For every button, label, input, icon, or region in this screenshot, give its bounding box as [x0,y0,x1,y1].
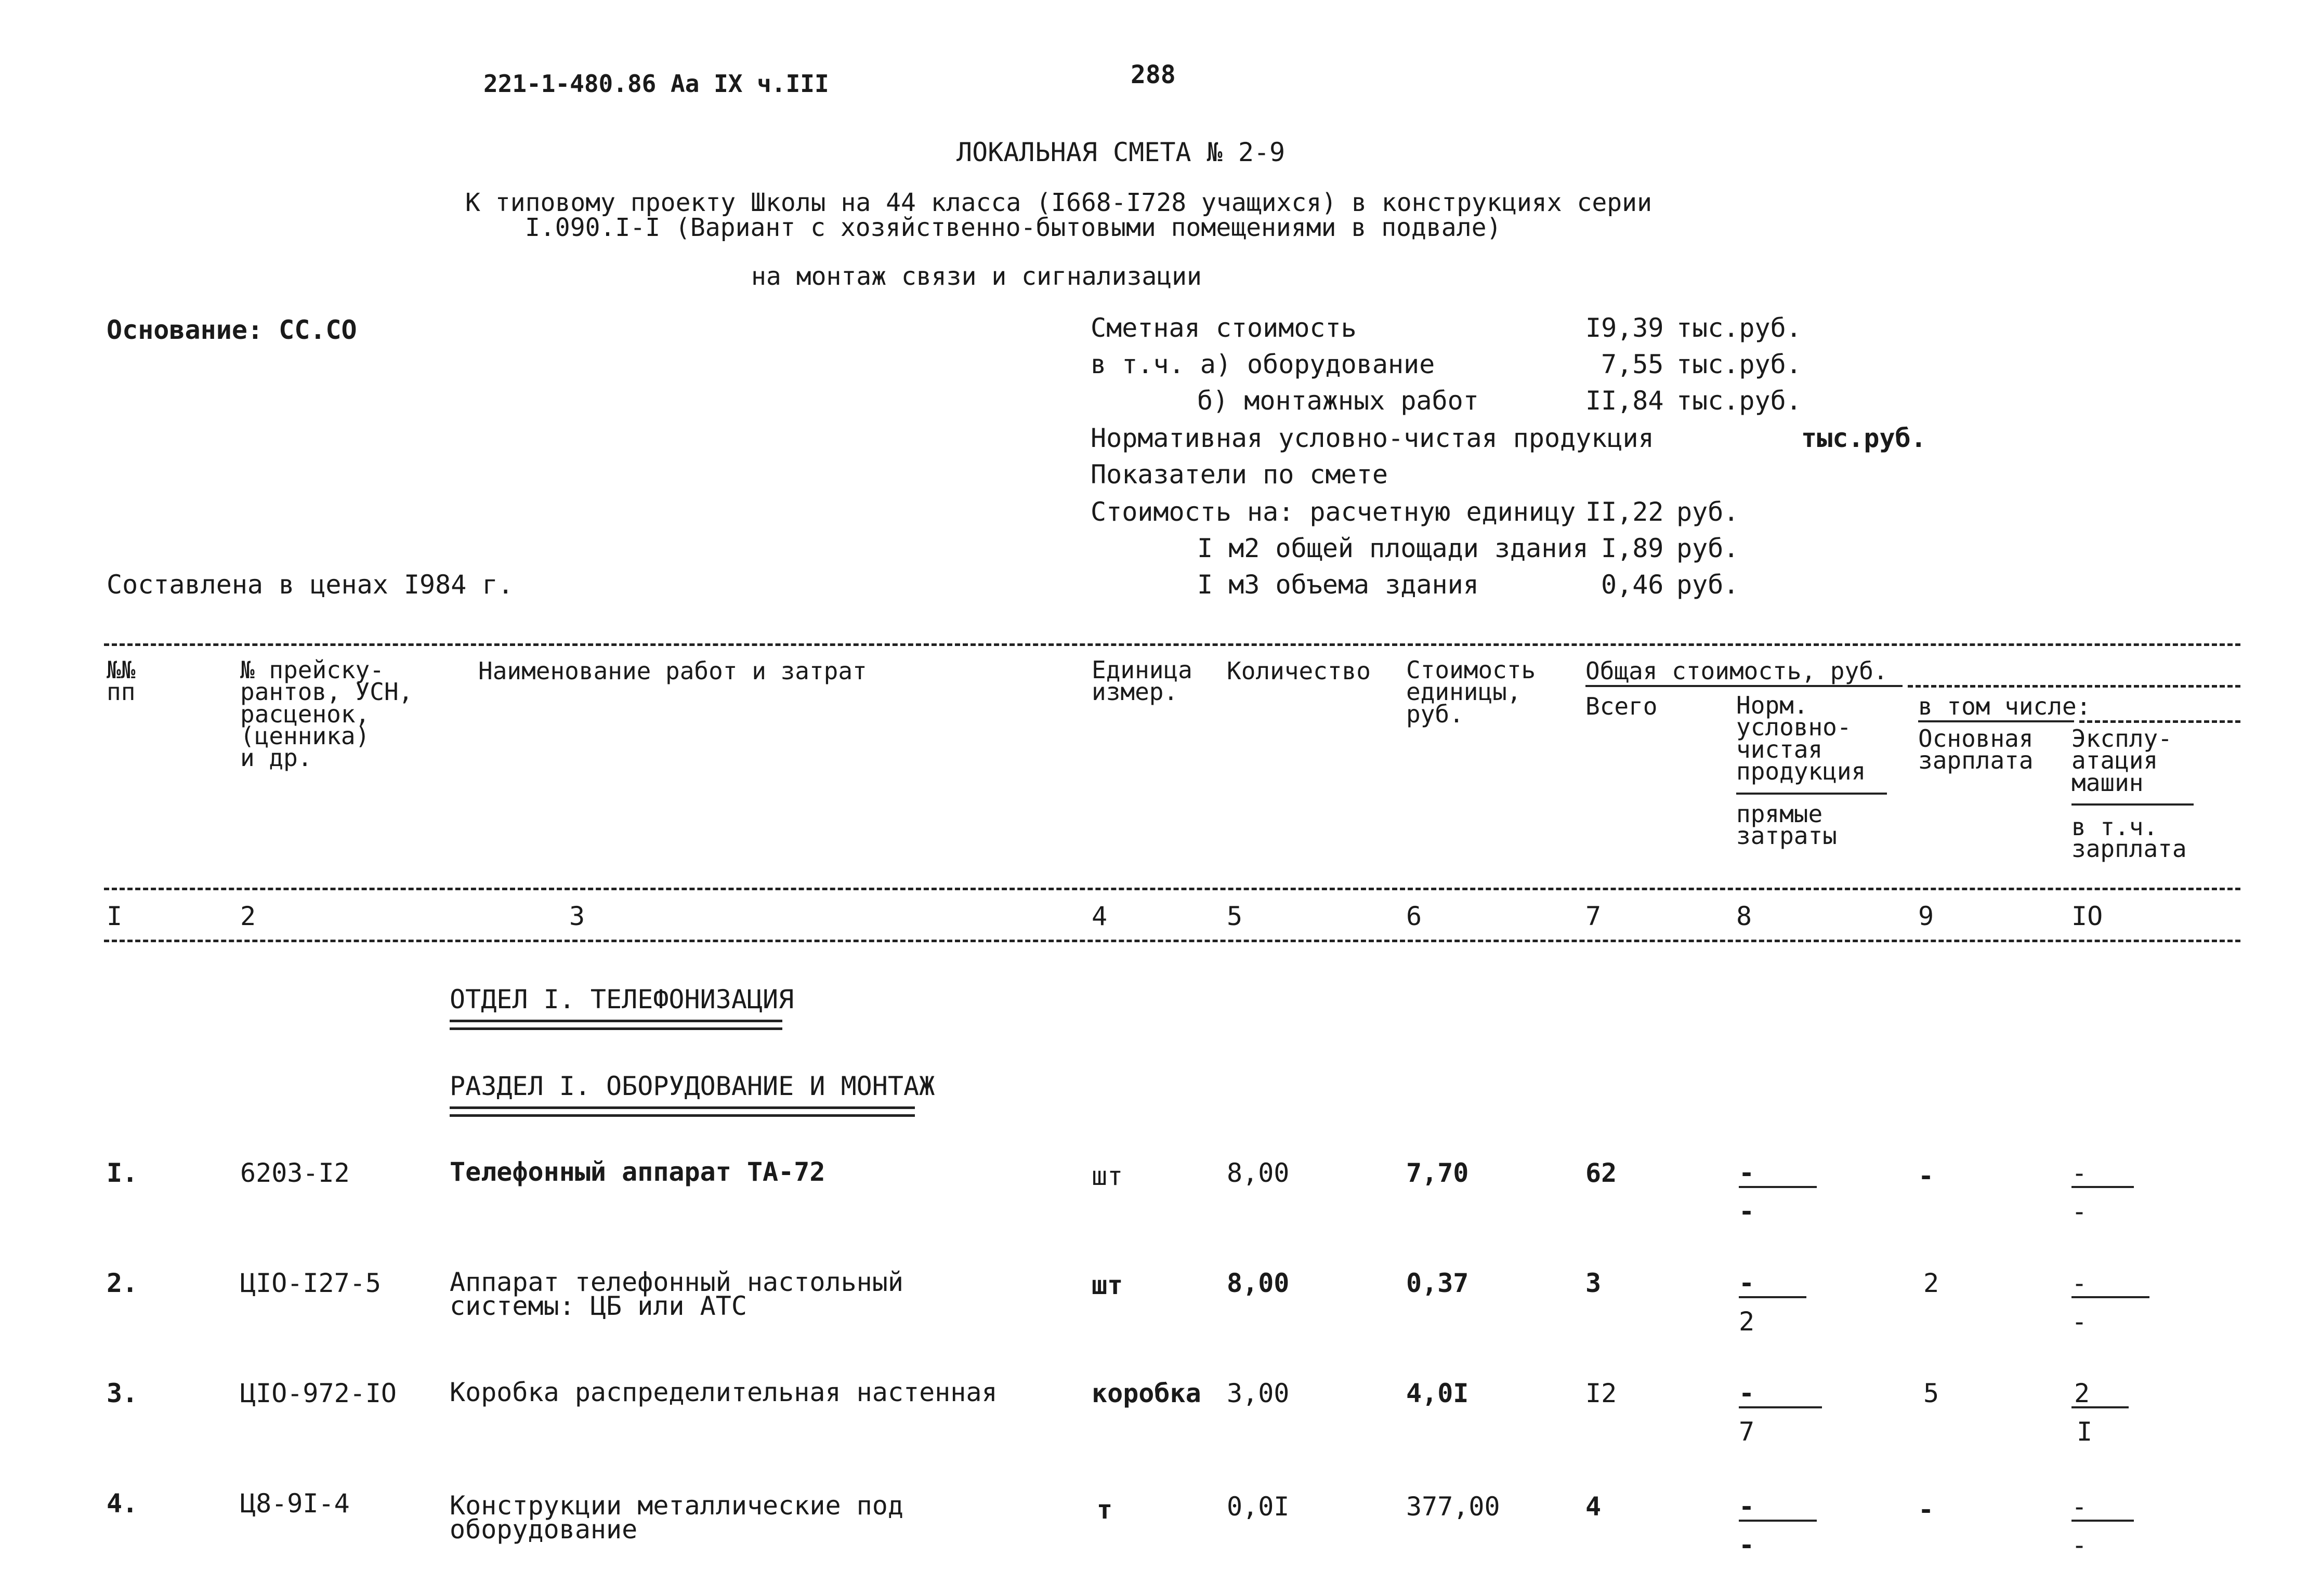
row-total: 4 [1585,1492,1602,1522]
row-total: 62 [1585,1158,1617,1188]
row-norm-value: - [1739,1158,1755,1188]
row-machines: - [2071,1158,2088,1188]
row-machines: - [2071,1268,2088,1298]
cost-per-unit-currency: руб. [1676,497,1739,527]
row-direct-cost: - [1739,1530,1755,1560]
row-machines-salary: - [2071,1307,2088,1337]
row-machines-salary: - [2071,1196,2088,1226]
column-number: 5 [1227,901,1243,931]
col-number-header: №№ пп [107,656,136,706]
column-number: 2 [240,901,256,931]
row-norm-fraction-line [1739,1296,1806,1298]
total-cost-dash [1908,685,2240,688]
row-total: 3 [1585,1268,1602,1298]
row-quantity: 8,00 [1227,1158,1290,1188]
row-machines-salary: I [2077,1417,2093,1447]
column-number: 6 [1406,901,1422,931]
row-norm-fraction-line [1739,1186,1817,1188]
numbers-bottom-rule [104,940,2240,942]
header-top-rule [104,643,2240,646]
column-number: 7 [1585,901,1602,931]
section-heading: РАЗДЕЛ I. ОБОРУДОВАНИЕ И МОНТАЖ [450,1071,935,1101]
section-double-underline [450,1106,915,1117]
column-number: I [107,901,123,931]
row-name: Телефонный аппарат ТА-72 [450,1157,825,1187]
incl-dash [2079,720,2240,723]
row-salary: - [1918,1495,1934,1525]
per-m3-label: I м3 объема здания [1197,570,1479,600]
project-line-2: I.090.I-I (Вариант с хозяйственно-бытовыми помещениями в подвале) [525,213,1502,242]
col-unit-cost-header: Стоимость единицы, руб. [1406,656,1536,728]
project-line-1: К типовому проекту Школы на 44 класса (I668-I728 учащихся) в конструкциях серии [465,188,1652,217]
row-code: 6203-I2 [240,1158,350,1188]
per-m3-value: 0,46 [1601,570,1664,600]
per-m2-label: I м2 общей площади здания [1197,533,1589,563]
row-salary: 2 [1923,1268,1939,1298]
row-norm-value: - [1739,1268,1755,1298]
estimated-cost-label: Сметная стоимость [1091,313,1357,343]
row-norm-fraction-line [1739,1520,1817,1522]
col-quantity-header: Количество [1227,657,1371,685]
row-unit: т [1097,1495,1113,1525]
row-norm-fraction-line [1739,1406,1822,1408]
row-unit-price: 7,70 [1406,1158,1469,1188]
row-salary: - [1918,1161,1934,1191]
row-quantity: 3,00 [1227,1378,1290,1408]
col-pricelist-header: № прейску- рантов, УСН, расценок, (ценника) и др. [240,656,413,772]
total-cost-header: Общая стоимость, руб. [1585,657,1888,685]
installation-unit: тыс.руб. [1676,386,1802,416]
row-machines: - [2071,1492,2088,1522]
row-machines: 2 [2074,1378,2090,1408]
row-unit: шт [1092,1161,1123,1191]
row-name: Аппарат телефонный настольный системы: ЦБ или АТС [450,1267,903,1321]
department-double-underline [450,1020,782,1030]
row-machines-fraction-line [2071,1406,2129,1408]
project-line-3: на монтаж связи и сигнализации [751,262,1202,291]
row-name: Коробка распределительная настенная [450,1377,998,1407]
document-code: 221-1-480.86 Аа IX ч.III [483,70,829,98]
machines-underline [2071,803,2194,806]
page-number: 288 [1131,60,1176,89]
row-machines-fraction-line [2071,1520,2134,1522]
per-m2-currency: руб. [1676,533,1739,563]
norm-underline [1736,793,1887,795]
row-number: I. [107,1158,138,1188]
total-cost-underline [1585,685,1903,687]
row-unit: коробка [1092,1378,1201,1408]
row-number: 4. [107,1488,138,1519]
row-code: ЦIO-972-IO [240,1378,397,1408]
col-machines-header: Эксплу- атация машин [2071,724,2172,797]
installation-label: б) монтажных работ [1197,386,1479,416]
column-number: IO [2071,901,2103,931]
column-number: 4 [1092,901,1108,931]
row-code: Ц8-9I-4 [240,1488,350,1519]
column-number: 8 [1736,901,1752,931]
row-direct-cost: 2 [1739,1307,1755,1337]
department-heading: ОТДЕЛ I. ТЕЛЕФОНИЗАЦИЯ [450,984,794,1014]
row-norm-value: - [1739,1378,1755,1408]
col-total-header: Всего [1585,692,1658,720]
row-unit-price: 377,00 [1406,1492,1500,1522]
per-m2-value: I,89 [1601,533,1664,563]
row-direct-cost: 7 [1739,1417,1755,1447]
equipment-unit: тыс.руб. [1676,349,1802,379]
header-bottom-rule [104,888,2240,890]
normative-unit: тыс.руб. [1801,423,1926,453]
row-number: 2. [107,1268,138,1298]
document-title: ЛОКАЛЬНАЯ СМЕТА № 2-9 [956,137,1286,167]
column-number: 9 [1918,901,1934,931]
row-total: I2 [1585,1378,1617,1408]
row-machines-fraction-line [2071,1186,2134,1188]
normative-label: Нормативная условно-чистая продукция [1091,423,1654,453]
estimated-cost-unit: тыс.руб. [1676,313,1802,343]
indicators-label: Показатели по смете [1091,459,1388,490]
col-norm-header: Норм. условно- чистая продукция [1736,691,1866,785]
row-number: 3. [107,1378,138,1408]
incl-underline [1918,720,2074,722]
row-quantity: 8,00 [1227,1268,1290,1298]
basis-label: Основание: СС.СО [107,315,357,345]
col-salary-header: Основная зарплата [1918,724,2034,775]
row-direct-cost: - [1739,1196,1755,1226]
equipment-value: 7,55 [1601,349,1664,379]
row-salary: 5 [1923,1378,1939,1408]
cost-per-unit-label: Стоимость на: расчетную единицу [1091,497,1576,527]
estimated-cost-value: I9,39 [1585,313,1664,343]
row-unit-price: 0,37 [1406,1268,1469,1298]
row-name: Конструкции металлические под оборудование [450,1491,903,1545]
equipment-label: в т.ч. а) оборудование [1091,349,1435,379]
row-machines-fraction-line [2071,1296,2149,1298]
col-unit-header: Единица измер. [1092,656,1192,706]
per-m3-currency: руб. [1676,570,1739,600]
row-unit-price: 4,0I [1406,1378,1469,1408]
row-code: ЦIO-I27-5 [240,1268,381,1298]
row-unit: шт [1092,1270,1123,1300]
column-number: 3 [569,901,585,931]
row-norm-value: - [1739,1492,1755,1522]
row-machines-salary: - [2071,1530,2088,1560]
row-quantity: 0,0I [1227,1492,1290,1522]
cost-per-unit-value: II,22 [1585,497,1664,527]
col-machines-salary-header: в т.ч. зарплата [2071,813,2187,863]
prices-year: Составлена в ценах I984 г. [107,570,514,600]
incl-header: в том числе: [1918,692,2091,720]
col-name-header: Наименование работ и затрат [478,657,867,685]
installation-value: II,84 [1585,386,1664,416]
col-direct-costs-header: прямые затраты [1736,800,1837,850]
